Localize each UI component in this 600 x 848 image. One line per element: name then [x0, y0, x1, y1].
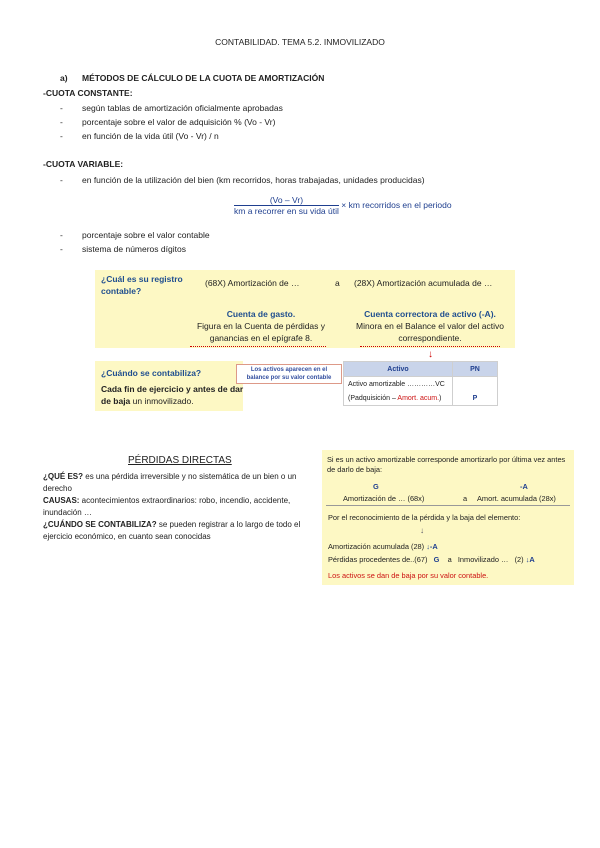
label: ¿CUÁNDO SE CONTABILIZA?	[43, 520, 157, 529]
contabiliza-answer	[101, 383, 251, 407]
balance-p: P	[453, 391, 498, 406]
table-row	[344, 362, 498, 377]
underline-decor	[360, 346, 500, 347]
list-item-text: sistema de números dígitos	[82, 244, 186, 254]
formula-numerator: (Vo – Vr)	[234, 195, 339, 206]
down-arrow-icon: ↓	[420, 526, 424, 535]
box2-minus-a: -A	[520, 482, 528, 491]
registro-left-column	[178, 308, 344, 344]
section-heading-text: MÉTODOS DE CÁLCULO DE LA CUOTA DE AMORTIZACIÓN	[82, 73, 325, 83]
registro-right-column	[350, 308, 510, 344]
down-arrow-icon: ↓	[428, 349, 433, 360]
right-text: Minora en el Balance el valor del activo correspondiente.	[356, 321, 504, 343]
text: se pueden registrar a lo largo de todo el ejercicio económico, en cuanto sean conocidas	[43, 520, 301, 541]
balance-header-pn: PN	[453, 362, 498, 377]
line2-g: G	[433, 555, 440, 564]
cuota-variable-heading: -CUOTA VARIABLE:	[43, 159, 124, 169]
contabiliza-question: ¿Cuándo se contabiliza?	[101, 368, 202, 378]
line2-num: (2)	[514, 555, 524, 564]
document-title: CONTABILIDAD. TEMA 5.2. INMOVILIZADO	[215, 37, 385, 47]
perdidas-que-es	[43, 471, 318, 495]
box2-reconocimiento: Por el reconocimiento de la pérdida y la baja del elemento:	[328, 513, 521, 522]
formula-denominator: km a recorrer en su vida útil	[234, 206, 339, 216]
perdidas-causas	[43, 495, 318, 519]
table-row	[344, 377, 498, 392]
box2-line2	[328, 555, 535, 564]
registro-debit: (68X) Amortización de …	[205, 278, 300, 288]
row2-part-red: Amort. acum.	[397, 394, 440, 402]
variable-formula	[234, 195, 452, 216]
registro-a: a	[335, 278, 340, 288]
label: ¿QUÉ ES?	[43, 472, 84, 481]
formula-rest: km recorridos en el periodo	[348, 199, 452, 210]
registro-question: ¿Cuál es su registro contable?	[101, 274, 183, 296]
right-title: Cuenta correctora de activo (-A).	[364, 309, 496, 319]
balance-table	[343, 361, 498, 406]
section-a-heading	[60, 73, 324, 83]
balance-row1-pn	[453, 377, 498, 392]
row2-part: )	[439, 394, 442, 402]
row2-part: (Padquisición –	[348, 394, 398, 402]
box2-entry-left: Amortización de … (68x)	[343, 494, 425, 503]
box2-a: a	[463, 494, 468, 503]
underline-decor	[190, 346, 326, 347]
box2-footer: Los activos se dan de baja por su valor contable.	[328, 571, 489, 580]
list-item: - en función de la utilización del bien (km recorridos, horas trabajadas, unidades producidas)	[60, 175, 425, 185]
list-item-text: según tablas de amortización oficialmente aprobadas	[82, 103, 283, 113]
label: CAUSAS:	[43, 496, 80, 505]
box2-entry-right: Amort. acumulada (28x)	[477, 494, 556, 503]
formula-fraction	[234, 195, 339, 216]
cuota-constante-heading: -CUOTA CONSTANTE:	[43, 88, 133, 98]
list-item: - porcentaje sobre el valor contable	[60, 230, 210, 240]
left-text: Figura en la Cuenta de pérdidas y ganancias en el epígrafe 8.	[196, 321, 326, 343]
balance-row2-label	[344, 391, 453, 406]
text: acontecimientos extraordinarios: robo, incendio, accidente, inundación …	[43, 496, 291, 517]
line2-a: a	[447, 555, 452, 564]
line1-right: ↓-A	[426, 542, 438, 551]
formula-times: ×	[341, 199, 347, 210]
list-item-text: porcentaje sobre el valor contable	[82, 230, 210, 240]
line2-mid: Inmovilizado …	[457, 555, 509, 564]
perdidas-title: PÉRDIDAS DIRECTAS	[128, 455, 232, 466]
list-item-text: porcentaje sobre el valor de adquisición % (Vo - Vr)	[82, 117, 276, 127]
line2-right: ↓A	[525, 555, 535, 564]
divider	[326, 505, 570, 506]
answer-rest: un inmovilizado.	[130, 396, 194, 406]
line1-left: Amortización acumulada (28)	[328, 542, 425, 551]
list-item: - porcentaje sobre el valor de adquisición % (Vo - Vr)	[60, 117, 276, 127]
list-item-text: en función de la utilización del bien (km recorridos, horas trabajadas, unidades producidas)	[82, 175, 425, 185]
balance-note: Los activos aparecen en el balance por su valor contable	[236, 364, 342, 384]
box2-intro: Si es un activo amortizable corresponde amortizarlo por última vez antes de darlo de baja:	[327, 455, 566, 474]
list-item: - en función de la vida útil (Vo - Vr) / n	[60, 131, 219, 141]
perdidas-body	[43, 471, 318, 543]
section-letter: a)	[60, 73, 68, 83]
box2-line1	[328, 542, 438, 551]
line2-left: Pérdidas procedentes de..(67)	[328, 555, 428, 564]
list-item: - sistema de números dígitos	[60, 244, 186, 254]
registro-credit: (28X) Amortización acumulada de …	[354, 278, 493, 288]
balance-header-activo: Activo	[344, 362, 453, 377]
list-item-text: en función de la vida útil (Vo - Vr) / n	[82, 131, 219, 141]
box2-g: G	[373, 482, 379, 491]
perdidas-cuando	[43, 519, 318, 543]
text: es una pérdida irreversible y no sistemática de un bien o un derecho	[43, 472, 297, 493]
table-row	[344, 391, 498, 406]
answer-bold: Cada fin de ejercicio y antes de dar de baja	[101, 384, 244, 406]
list-item: - según tablas de amortización oficialmente aprobadas	[60, 103, 283, 113]
balance-row1-label: Activo amortizable …………VC	[344, 377, 453, 392]
left-title: Cuenta de gasto.	[226, 309, 296, 319]
